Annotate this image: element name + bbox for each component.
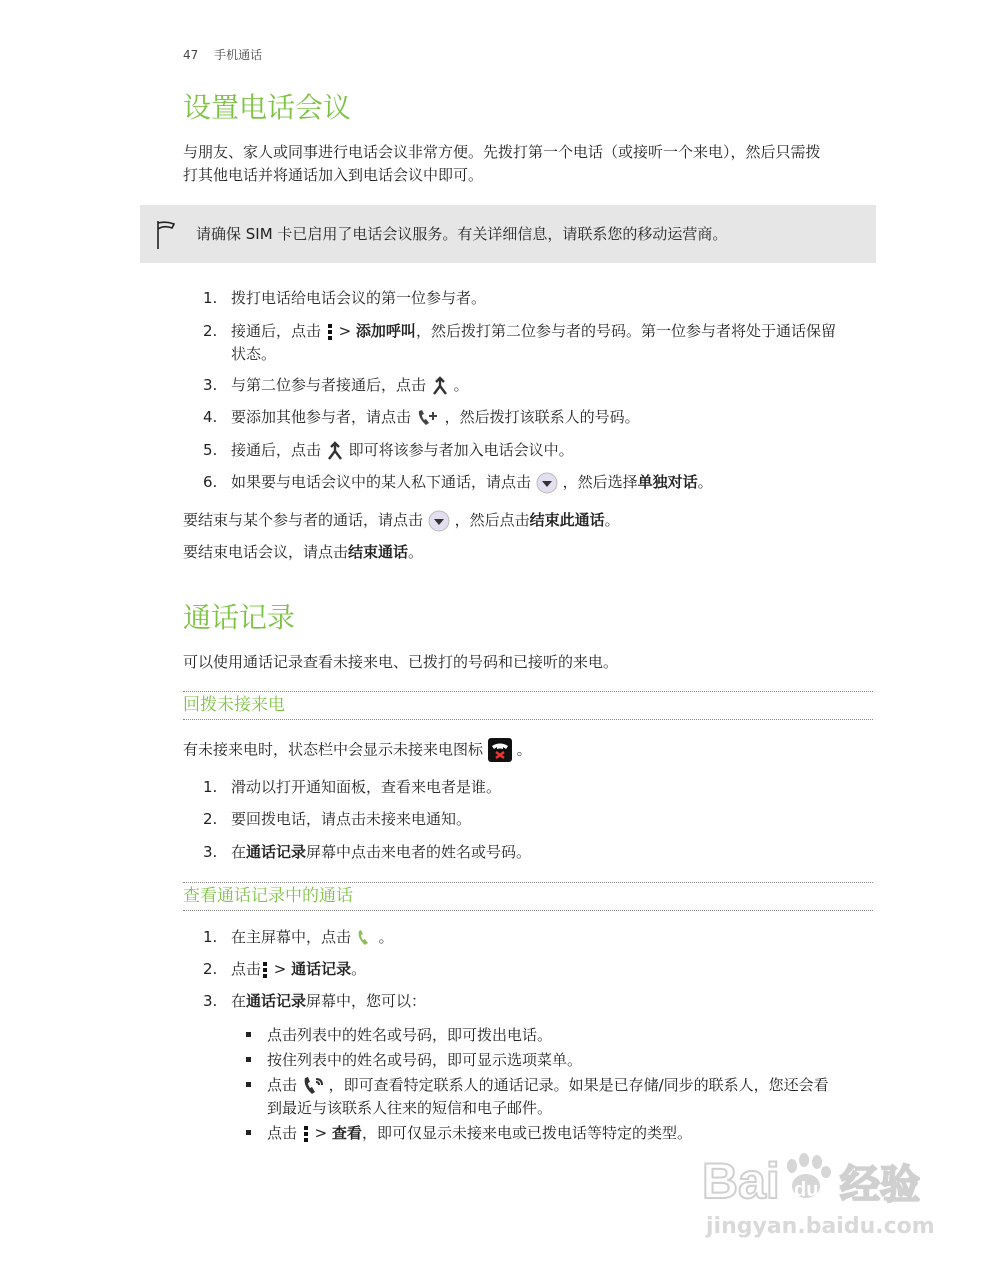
bullet-marker xyxy=(246,1130,251,1135)
watermark-cn: 经验 xyxy=(840,1162,920,1208)
step-bold: 单独对话 xyxy=(637,473,698,491)
step-text xyxy=(231,990,876,1013)
page-header xyxy=(183,46,274,63)
intro-line-1: 与朋友、家人或同事进行电话会议非常方便。先拨打第一个电话（或接听一个来电），然后只需拨 xyxy=(183,143,821,161)
step-number: 1. xyxy=(203,289,218,307)
menu-icon xyxy=(326,323,334,341)
subsection-title-view-calls: 查看通话记录中的通话 xyxy=(183,882,873,911)
step-number: 3. xyxy=(203,992,218,1010)
step-text-a: 要添加其他参与者，请点击 xyxy=(231,408,412,426)
step-text-c: 屏幕中，您可以： xyxy=(306,992,427,1010)
bullet-text xyxy=(267,1074,875,1120)
step-text-c: ，然后拨打第二位参与者的号码。第一位参与者将处于通话保留 xyxy=(415,322,836,340)
bold-text: 结束此通话 xyxy=(529,511,605,529)
flag-icon xyxy=(154,219,178,251)
step-number: 6. xyxy=(203,473,218,491)
bullet-text-b: > xyxy=(314,1124,332,1142)
step-number: 2. xyxy=(203,960,218,978)
step-number: 1. xyxy=(203,778,218,796)
step-text-a: 如果要与电话会议中的某人私下通话，请点击 xyxy=(231,473,532,491)
step-text xyxy=(231,958,876,981)
step-text-a: 接通后，点击 xyxy=(231,322,322,340)
text-a: 要结束电话会议，请点击 xyxy=(183,543,349,561)
step-text-c: ，然后拨打该联系人的号码。 xyxy=(444,408,640,426)
step-text-a: 与第二位参与者接通后，点击 xyxy=(231,376,427,394)
step-text-d: 状态。 xyxy=(231,345,277,363)
step-text-c: 屏幕中点击来电者的姓名或号码。 xyxy=(306,843,532,861)
step-text xyxy=(231,926,876,949)
step-bold: 通话记录 xyxy=(246,992,307,1010)
step-bold: 添加呼叫 xyxy=(355,322,416,340)
missed-lead xyxy=(183,738,878,762)
conference-intro xyxy=(183,141,878,187)
step-number: 1. xyxy=(203,928,218,946)
end-one-paragraph xyxy=(183,509,878,532)
merge-calls-icon xyxy=(431,376,449,396)
add-call-icon xyxy=(416,408,440,428)
step-number: 2. xyxy=(203,810,218,828)
step-text-a: 在 xyxy=(231,992,247,1010)
step-number: 2. xyxy=(203,322,218,340)
step-text: 滑动以打开通知面板，查看来电者是谁。 xyxy=(231,778,502,796)
step-number: 3. xyxy=(203,376,218,394)
bullet-marker xyxy=(246,1082,251,1087)
bullet-bold: 查看 xyxy=(331,1124,362,1142)
watermark-brand: Bai xyxy=(702,1153,780,1209)
intro-line-2: 打其他电话并将通话加入到电话会议中即可。 xyxy=(183,166,484,184)
step-text-b: > xyxy=(273,960,292,978)
note-box xyxy=(140,205,876,263)
call-history-icon xyxy=(302,1076,324,1096)
step-text xyxy=(231,374,876,397)
text-d: 。 xyxy=(408,543,424,561)
text-b: 。 xyxy=(516,740,532,759)
text-a: 要结束与某个参与者的通话，请点击 xyxy=(183,511,424,529)
page-number: 47 xyxy=(183,48,199,62)
watermark-brand-2: du xyxy=(794,1179,819,1201)
step-number: 4. xyxy=(203,408,218,426)
step-text-c: ，然后选择 xyxy=(562,473,638,491)
bullet-text: 点击列表中的姓名或号码，即可拨出电话。 xyxy=(267,1026,553,1044)
merge-calls-icon xyxy=(326,441,344,461)
step-text xyxy=(231,471,876,494)
missed-call-icon xyxy=(488,738,512,762)
step-text-b: > xyxy=(338,322,356,340)
baidu-watermark-logo xyxy=(700,1140,940,1215)
step-text-c: 即可将该参与者加入电话会议中。 xyxy=(348,441,574,459)
step-text: 拨打电话给电话会议的第一位参与者。 xyxy=(231,289,487,307)
text-c: ，然后点击 xyxy=(454,511,530,529)
menu-icon xyxy=(302,1125,310,1143)
bullet-text-d: 到最近与该联系人往来的短信和电子邮件。 xyxy=(267,1099,553,1117)
call-history-intro: 可以使用通话记录查看未接来电、已拨打的号码和已接听的来电。 xyxy=(183,653,619,671)
bullet-marker xyxy=(246,1057,251,1062)
end-all-paragraph xyxy=(183,541,878,564)
subsection-title-missed: 回拨未接来电 xyxy=(183,691,873,720)
bullet-text-a: 点击 xyxy=(267,1124,298,1142)
step-text xyxy=(231,439,876,462)
step-text-d: 。 xyxy=(697,473,713,491)
bullet-text-a: 点击 xyxy=(267,1076,298,1094)
text-d: 。 xyxy=(604,511,620,529)
bullet-text-c: ，即可仅显示未接来电或已拨电话等特定的类型。 xyxy=(361,1124,692,1142)
bold-text: 结束通话 xyxy=(348,543,409,561)
bullet-text: 按住列表中的姓名或号码，即可显示选项菜单。 xyxy=(267,1051,583,1069)
step-text-c: 。 xyxy=(453,376,469,394)
section-title-call-history: 通话记录 xyxy=(183,601,296,634)
step-text xyxy=(231,406,876,429)
note-text: 请确保 SIM 卡已启用了电话会议服务。有关详细信息，请联系您的移动运营商。 xyxy=(196,225,728,243)
step-text xyxy=(231,320,876,366)
step-text-a: 点击 xyxy=(231,960,262,978)
header-section: 手机通话 xyxy=(214,48,263,62)
phone-icon xyxy=(356,929,374,947)
dropdown-circle-icon xyxy=(536,472,558,494)
text-a: 有未接来电时，状态栏中会显示未接来电图标 xyxy=(183,740,484,759)
step-text-a: 接通后，点击 xyxy=(231,441,322,459)
step-bold: 通话记录 xyxy=(246,843,307,861)
menu-icon xyxy=(261,961,269,979)
bullet-marker xyxy=(246,1032,251,1037)
step-text xyxy=(231,841,876,864)
step-text: 要回拨电话，请点击未接来电通知。 xyxy=(231,810,472,828)
step-text-c: 。 xyxy=(351,960,367,978)
watermark-url: jingyan.baidu.com xyxy=(706,1214,935,1239)
bullet-text-c: ，即可查看特定联系人的通话记录。如果是已存储/同步的联系人，您还会看 xyxy=(328,1076,829,1094)
dropdown-circle-icon xyxy=(428,510,450,532)
step-text-c: 。 xyxy=(378,928,394,946)
step-number: 3. xyxy=(203,843,218,861)
step-text-a: 在 xyxy=(231,843,247,861)
step-bold: 通话记录 xyxy=(291,960,352,978)
step-text-a: 在主屏幕中，点击 xyxy=(231,928,352,946)
step-number: 5. xyxy=(203,441,218,459)
section-title-conference: 设置电话会议 xyxy=(183,91,352,124)
